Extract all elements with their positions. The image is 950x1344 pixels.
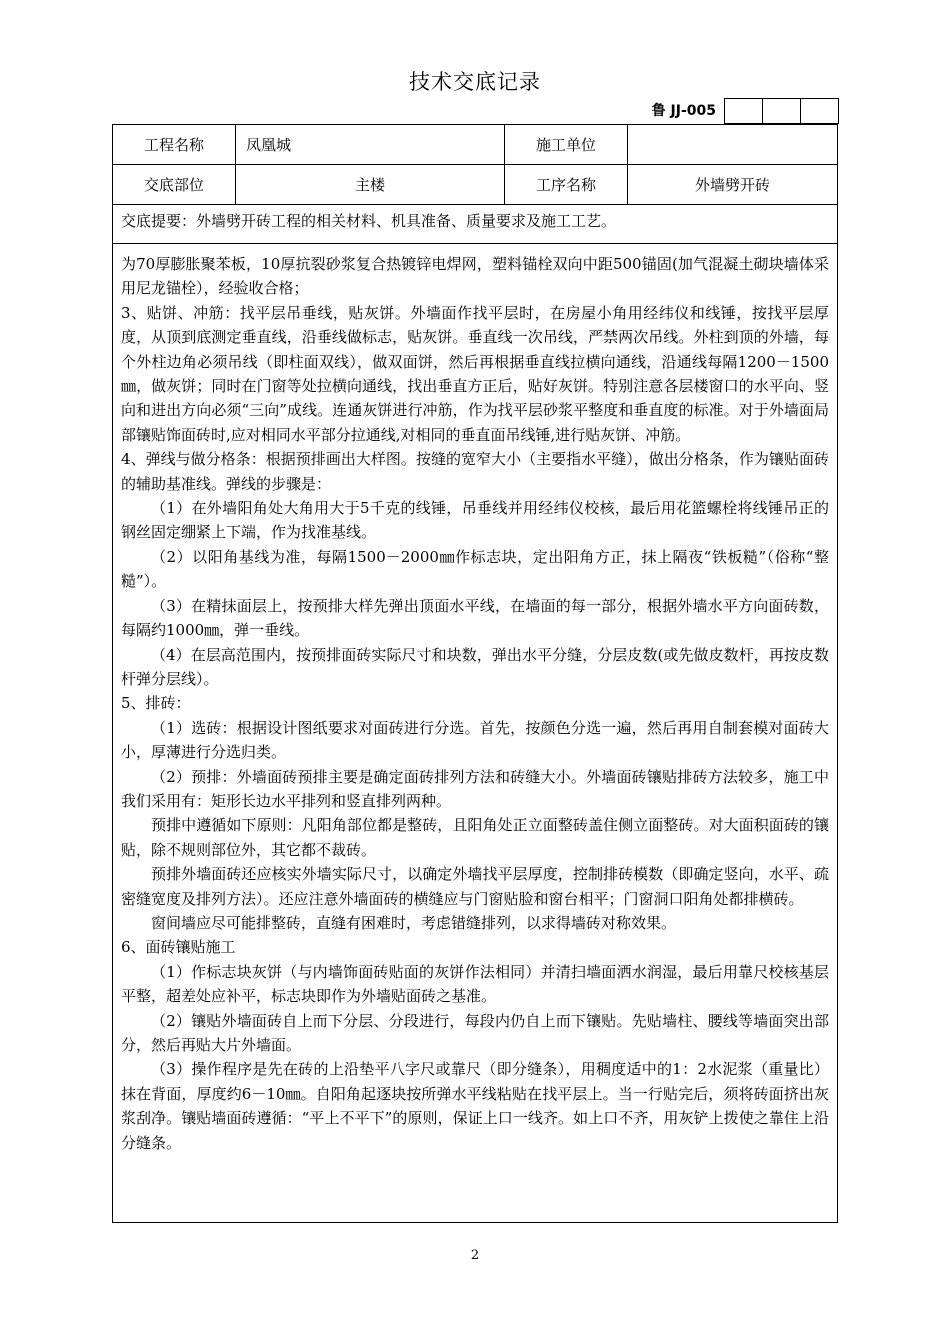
project-name-label: 工程名称 [113,125,236,165]
paragraph: 4、弹线与做分格条：根据预排画出大样图。按缝的宽窄大小（主要指水平缝），做出分格条，作为镶贴面砖的辅助基准线。弹线的步骤是： [121,450,829,493]
process-value: 外墙劈开砖 [628,165,838,205]
paragraph: （4）在层高范围内，按预排面砖实际尺寸和块数，弹出水平分缝，分层皮数(或先做皮数杆，再按皮数杆弹分层线）。 [121,645,829,688]
paragraph: （3）操作程序是先在砖的上沿垫平八字尺或靠尺（即分缝条），用稠度适中的1：2水泥浆（重量比）抹在背面，厚度约6－10㎜。自阳角起逐块按所弹水平线粘贴在找平层上。当一行贴完后，须将砖面挤出灰浆刮净。镶贴墙面砖遵循：“平上不平下”的原则，保证上口一线齐。如上口不齐，用灰铲上拨使之靠住上沿分缝条。 [121,1060,829,1152]
code-box [763,98,801,124]
paragraph: 窗间墙应尽可能排整砖，直缝有困难时，考虑错缝排列，以求得墙砖对称效果。 [151,913,677,932]
part-value: 主楼 [236,165,505,205]
summary: 交底提要：外墙劈开砖工程的相关材料、机具准备、质量要求及施工工艺。 [113,204,837,244]
code-box [801,98,839,124]
paragraph: （2）以阳角基线为准，每隔1500－2000㎜作标志块，定出阳角方正，抹上隔夜“铁板糙”（俗称“整糙”）。 [121,547,829,591]
document-title: 技术交底记录 [409,70,541,94]
process-label: 工序名称 [505,165,628,205]
paragraph: （1）在外墙阳角处大角用大于5千克的线锤，吊垂线并用经纬仪校核，最后用花篮螺栓将线锤吊正的钢丝固定绷紧上下端，作为找准基线。 [121,499,829,542]
code-box [724,98,763,124]
paragraph: 6、面砖镶贴施工 [121,938,236,957]
paragraph: （2）预排：外墙面砖预排主要是确定面砖排列方法和砖缝大小。外墙面砖镶贴排砖方法较多，施工中我们采用有：矩形长边水平排列和竖直排列两种。 [121,767,829,810]
paragraph: 3、贴饼、冲筋：找平层吊垂线，贴灰饼。外墙面作找平层时，在房屋小角用经纬仪和线锤，按找平层厚度，从顶到底测定垂直线，沿垂线做标志，贴灰饼。垂直线一次吊线，严禁两次吊线。外柱到顶的外墙，每个外柱边角必须吊线（即柱面双线），做双面饼，然后再根据垂直线拉横向通线，沿通线每隔1200－1500㎜，做灰饼；同时在门窗等处拉横向通线，找出垂直方正后，贴好灰饼。特别注意各层楼窗口的水平向、竖向和进出方向必须“三向”成线。连通灰饼进行冲筋，作为找平层砂浆平整度和垂直度的标准。对于外墙面局部镶贴饰面砖时,应对相同水平部分拉通线,对相同的垂直面吊线锤,进行贴灰饼、冲筋。 [121,303,829,444]
content-body [121,252,829,1155]
project-name-value: 凤凰城 [236,125,505,165]
form-code: 鲁 JJ-005 [651,103,716,119]
contractor-value [628,125,838,165]
header-table [112,124,838,205]
paragraph: 5、排砖： [121,694,191,713]
content-box [112,204,838,1223]
page-number: 2 [470,1248,480,1263]
paragraph: （2）镶贴外墙面砖自上而下分层、分段进行，每段内仍自上而下镶贴。先贴墙柱、腰线等墙面突出部分，然后再贴大片外墙面。 [121,1011,829,1054]
paragraph: （3）在精抹面层上，按预排大样先弹出顶面水平线，在墙面的每一部分，根据外墙水平方向面砖数，每隔约1000㎜，弹一垂线。 [121,596,829,640]
paragraph: 预排外墙面砖还应核实外墙实际尺寸，以确定外墙找平层厚度，控制排砖模数（即确定竖向，水平、疏密缝宽度及排列方法）。还应注意外墙面砖的横缝应与门窗贴脸和窗台相平；门窗洞口阳角处都排横砖。 [121,865,829,908]
contractor-label: 施工单位 [505,125,628,165]
paragraph: （1）选砖：根据设计图纸要求对面砖进行分选。首先，按颜色分选一遍，然后再用自制套模对面砖大小，厚薄进行分选归类。 [121,718,829,762]
paragraph: 预排中遵循如下原则：凡阳角部位都是整砖，且阳角处正立面整砖盖住侧立面整砖。对大面积面砖的镶贴，除不规则部位外，其它都不裁砖。 [121,816,829,859]
paragraph: （1）作标志块灰饼（与内墙饰面砖贴面的灰饼作法相同）并清扫墙面洒水润湿，最后用靠尺校核基层平整，超差处应补平，标志块即作为外墙贴面砖之基准。 [121,962,829,1006]
form-code-row [620,98,839,124]
part-label: 交底部位 [113,165,236,205]
paragraph: 为70厚膨胀聚苯板，10厚抗裂砂浆复合热镀锌电焊网，塑料锚栓双向中距500锚固(加气混凝土砌块墙体采用尼龙锚栓），经验收合格； [121,255,829,298]
